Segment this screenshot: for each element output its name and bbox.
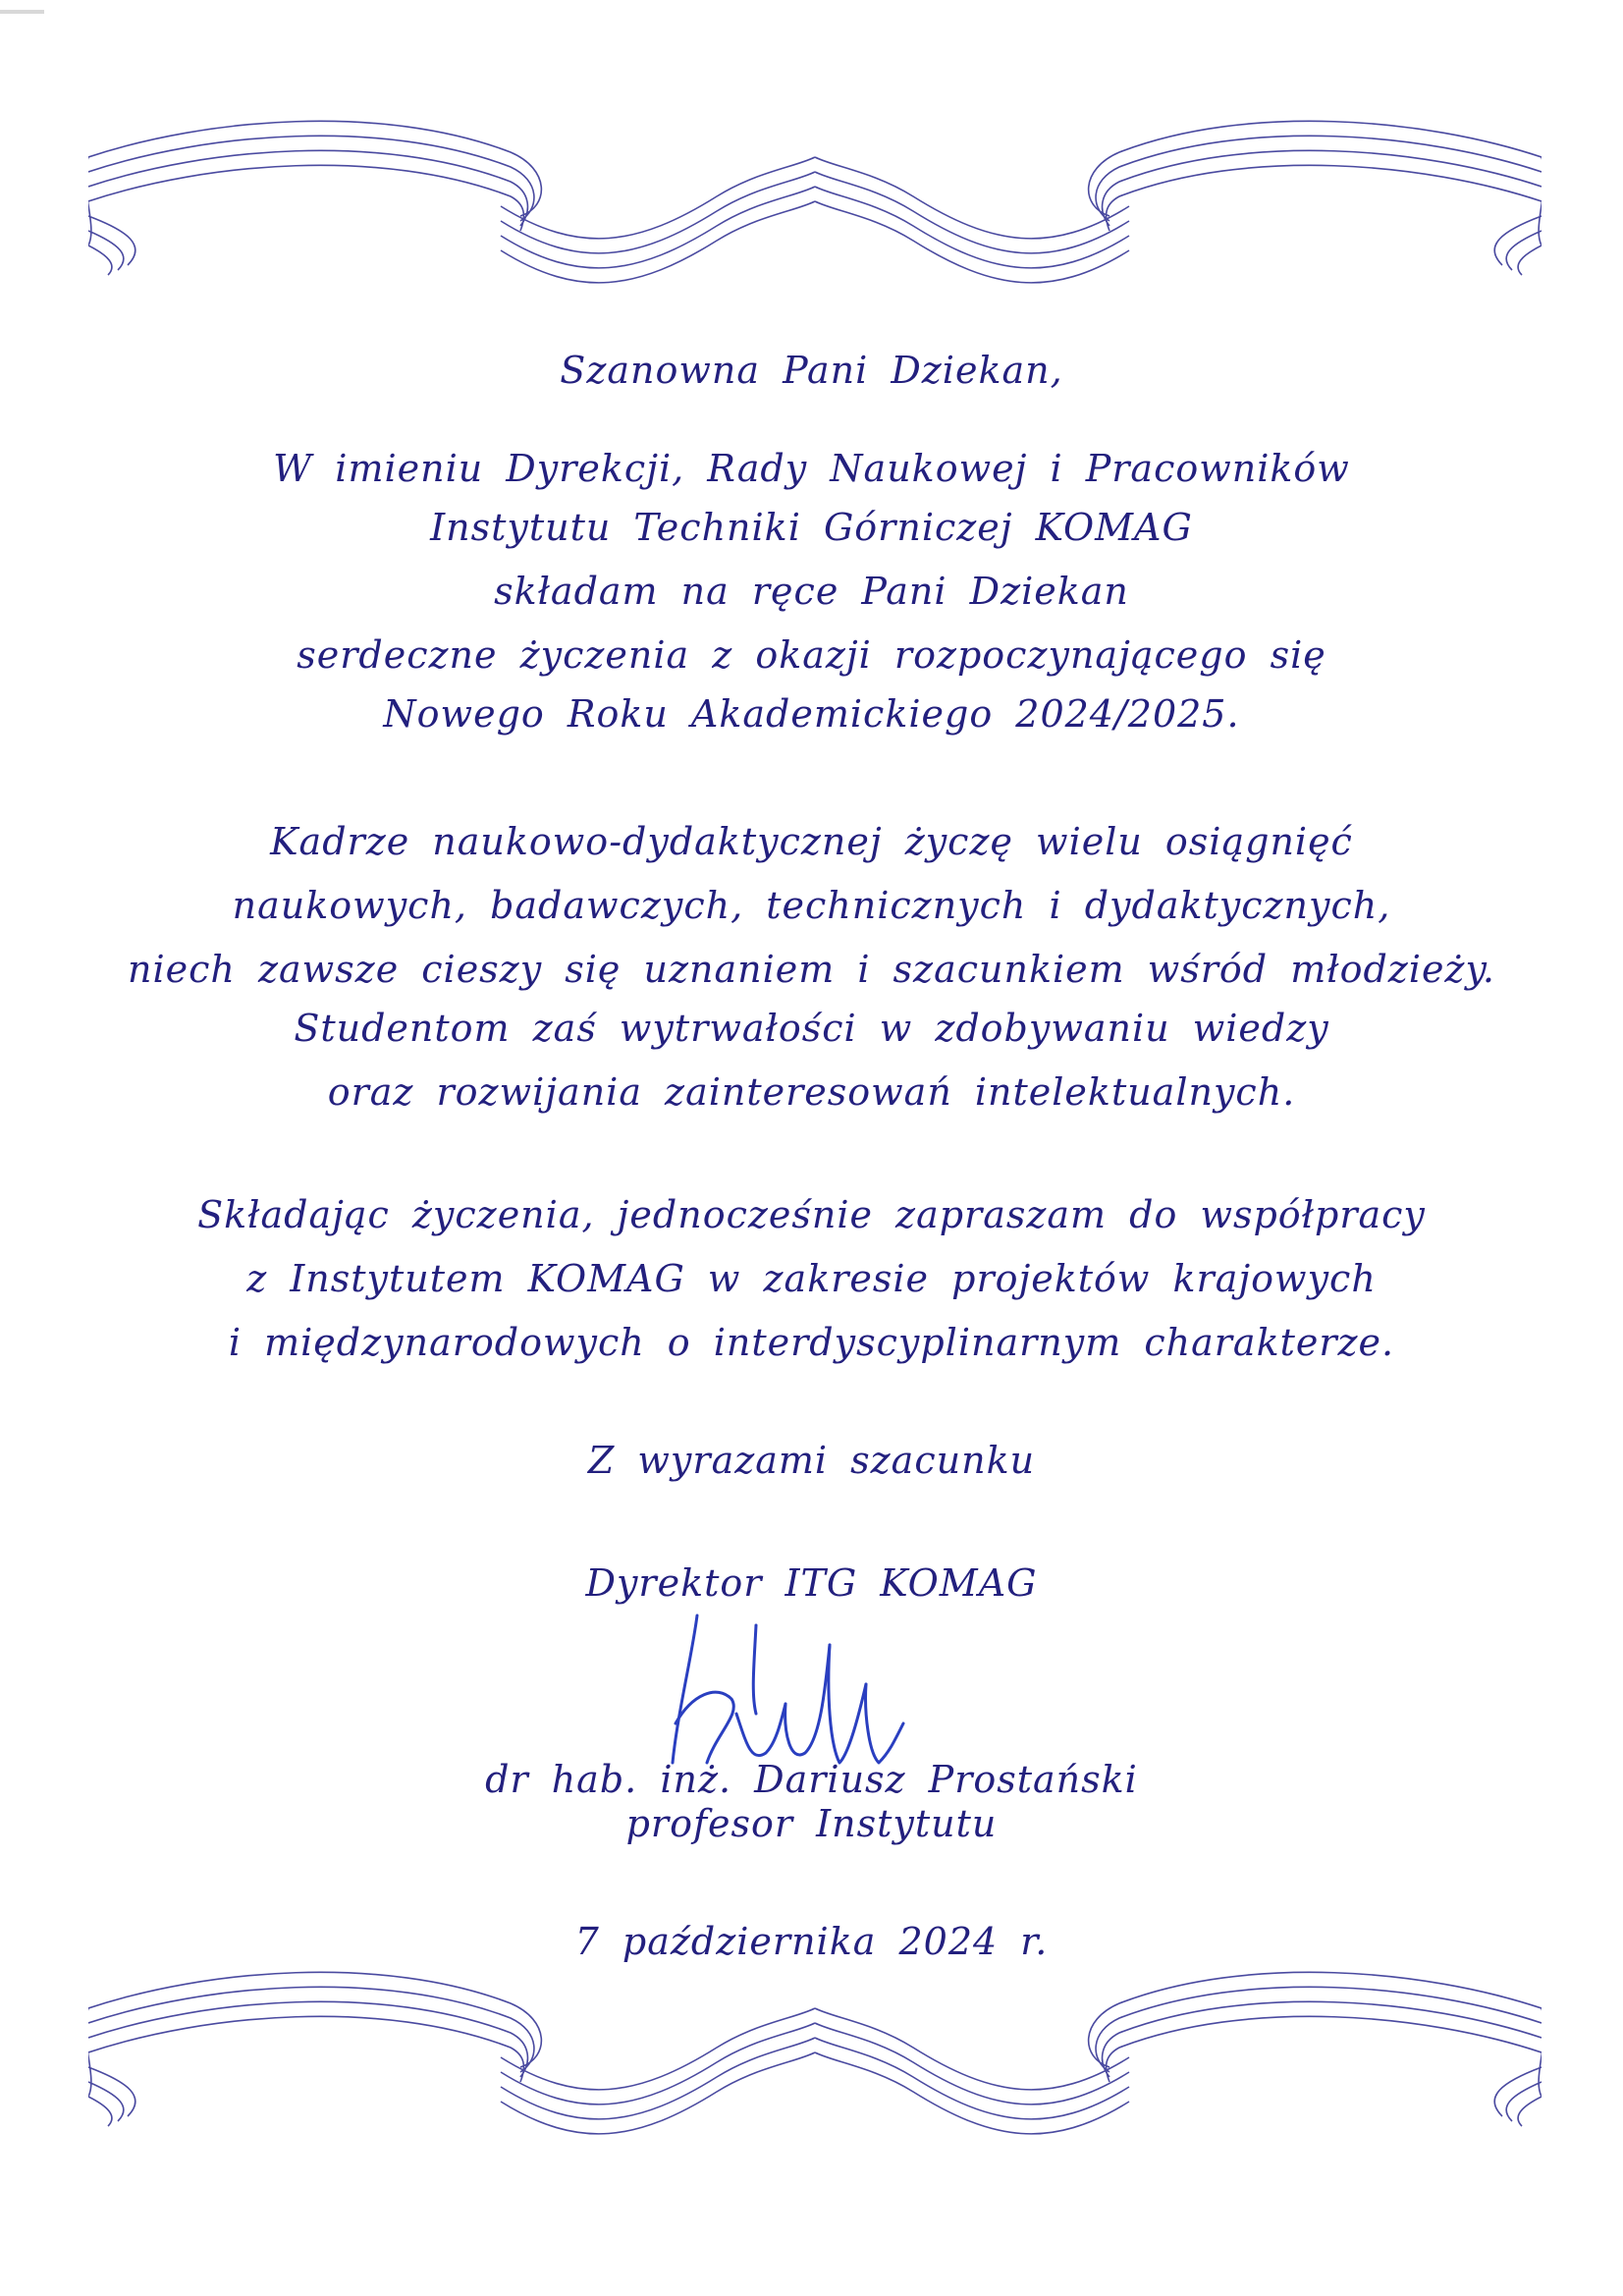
date: 7 października 2024 r. bbox=[574, 1920, 1049, 1963]
paragraph2-line1: Kadrze naukowo-dydaktycznej życzę wielu osiągnięć bbox=[270, 820, 1353, 863]
handwritten-signature bbox=[638, 1606, 933, 1773]
paragraph1-line5: Nowego Roku Akademickiego 2024/2025. bbox=[383, 692, 1240, 736]
paragraph2-line3: niech zawsze cieszy się uznaniem i szacunkiem wśród młodzieży. bbox=[128, 948, 1495, 991]
paragraph1-line2: Instytutu Techniki Górniczej KOMAG bbox=[430, 506, 1193, 549]
paragraph3-line3: i międzynarodowych o interdyscyplinarnym charakterze. bbox=[228, 1321, 1395, 1364]
signatory-name: dr hab. inż. Dariusz Prostański bbox=[485, 1758, 1138, 1801]
bottom-ribbon-ornament bbox=[88, 1949, 1542, 2175]
paragraph1-line3: składam na ręce Pani Dziekan bbox=[494, 570, 1129, 613]
paragraph3-line1: Składając życzenia, jednocześnie zapraszam do współpracy bbox=[197, 1193, 1426, 1236]
paragraph2-line5: oraz rozwijania zainteresowań intelektualnych. bbox=[327, 1070, 1296, 1114]
signatory-title: Dyrektor ITG KOMAG bbox=[585, 1561, 1038, 1605]
scan-mark bbox=[0, 10, 44, 14]
top-ribbon-ornament bbox=[88, 98, 1542, 324]
signatory-position: profesor Instytutu bbox=[625, 1802, 998, 1845]
closing: Z wyrazami szacunku bbox=[587, 1439, 1036, 1482]
paragraph1-line4: serdeczne życzenia z okazji rozpoczynającego się bbox=[297, 633, 1326, 677]
paragraph1-line1: W imieniu Dyrekcji, Rady Naukowej i Pracowników bbox=[273, 447, 1350, 490]
paragraph2-line4: Studentom zaś wytrwałości w zdobywaniu wiedzy bbox=[294, 1007, 1329, 1050]
paragraph2-line2: naukowych, badawczych, technicznych i dydaktycznych, bbox=[232, 884, 1391, 927]
paragraph3-line2: z Instytutem KOMAG w zakresie projektów krajowych bbox=[246, 1257, 1377, 1300]
salutation: Szanowna Pani Dziekan, bbox=[560, 349, 1063, 392]
